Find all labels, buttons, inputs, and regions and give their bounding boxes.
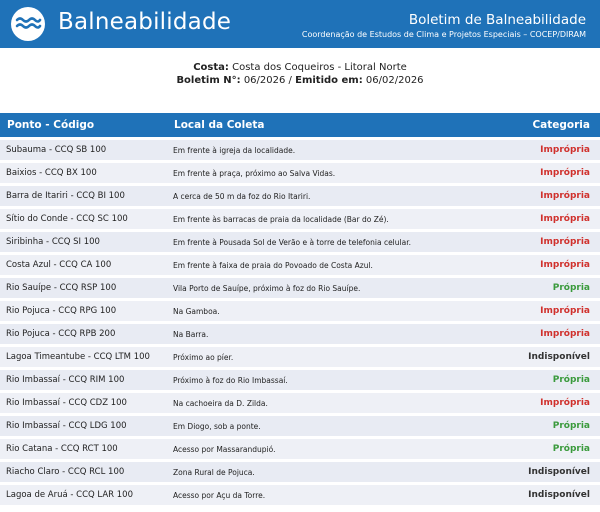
- cell-categoria: Indisponível: [473, 347, 600, 367]
- table-row: [0, 370, 600, 390]
- cell-ponto: Rio Imbassaí - CCQ LDG 100: [0, 416, 167, 436]
- cell-local: A cerca de 50 m da foz do Rio Itariri.: [167, 186, 473, 206]
- cell-local: Próximo ao píer.: [167, 347, 473, 367]
- column-header-local: Local da Coleta: [167, 113, 473, 137]
- cell-local: Em frente à Pousada Sol de Verão e à torre de telefonia celular.: [167, 232, 473, 252]
- cell-categoria: Própria: [473, 370, 600, 390]
- cell-local: Em frente à igreja da localidade.: [167, 140, 473, 160]
- costa-line: [0, 61, 600, 74]
- table-row: [0, 232, 600, 252]
- cell-ponto: Barra de Itariri - CCQ BI 100: [0, 186, 167, 206]
- cell-categoria: Própria: [473, 439, 600, 459]
- boletim-line: [0, 74, 600, 87]
- cell-categoria: Própria: [473, 278, 600, 298]
- cell-local: Em frente às barracas de praia da localidade (Bar do Zé).: [167, 209, 473, 229]
- cell-categoria: Indisponível: [473, 462, 600, 482]
- bulletin-meta: [0, 61, 600, 87]
- cell-ponto: Riacho Claro - CCQ RCL 100: [0, 462, 167, 482]
- cell-local: Zona Rural de Pojuca.: [167, 462, 473, 482]
- cell-ponto: Costa Azul - CCQ CA 100: [0, 255, 167, 275]
- cell-categoria: Imprópria: [473, 163, 600, 183]
- cell-ponto: Baixios - CCQ BX 100: [0, 163, 167, 183]
- costa-label: Costa:: [193, 62, 229, 73]
- balneabilidade-table: [0, 110, 600, 508]
- cell-local: Vila Porto de Sauípe, próximo à foz do Rio Sauípe.: [167, 278, 473, 298]
- cell-local: Na cachoeira da D. Zilda.: [167, 393, 473, 413]
- column-header-categoria: Categoria: [473, 113, 600, 137]
- cell-ponto: Sítio do Conde - CCQ SC 100: [0, 209, 167, 229]
- cell-ponto: Rio Pojuca - CCQ RPB 200: [0, 324, 167, 344]
- cell-ponto: Rio Imbassaí - CCQ CDZ 100: [0, 393, 167, 413]
- table-header-row: [0, 113, 600, 137]
- cell-local: Na Barra.: [167, 324, 473, 344]
- boletim-value: 06/2026: [243, 75, 286, 86]
- waves-logo-icon: [10, 6, 46, 42]
- table-row: [0, 393, 600, 413]
- cell-local: Acesso por Açu da Torre.: [167, 485, 473, 505]
- table-row: [0, 140, 600, 160]
- brand-name: Balneabilidade: [58, 9, 232, 35]
- cell-categoria: Imprópria: [473, 324, 600, 344]
- table-row: [0, 301, 600, 321]
- table-row: [0, 209, 600, 229]
- cell-local: Acesso por Massarandupió.: [167, 439, 473, 459]
- cell-local: Próximo à foz do Rio Imbassaí.: [167, 370, 473, 390]
- table-row: [0, 163, 600, 183]
- cell-categoria: Imprópria: [473, 232, 600, 252]
- cell-categoria: Própria: [473, 416, 600, 436]
- cell-categoria: Imprópria: [473, 393, 600, 413]
- cell-local: Em frente à praça, próximo ao Salva Vidas.: [167, 163, 473, 183]
- cell-ponto: Siribinha - CCQ SI 100: [0, 232, 167, 252]
- table-row: [0, 324, 600, 344]
- cell-categoria: Indisponível: [473, 485, 600, 505]
- header-info: [302, 12, 586, 41]
- site-header: [0, 0, 600, 48]
- table-row: [0, 485, 600, 505]
- cell-ponto: Subauma - CCQ SB 100: [0, 140, 167, 160]
- boletim-label: Boletim N°:: [176, 75, 241, 86]
- emitido-value: 06/02/2026: [365, 75, 424, 86]
- costa-value: Costa dos Coqueiros - Litoral Norte: [232, 62, 407, 73]
- cell-categoria: Imprópria: [473, 186, 600, 206]
- bulletin-title: Boletim de Balneabilidade: [408, 12, 586, 28]
- cell-local: Em Diogo, sob a ponte.: [167, 416, 473, 436]
- table-row: [0, 186, 600, 206]
- cell-ponto: Lagoa de Aruá - CCQ LAR 100: [0, 485, 167, 505]
- table-row: [0, 255, 600, 275]
- table-row: [0, 462, 600, 482]
- cell-local: Em frente à faixa de praia do Povoado de Costa Azul.: [167, 255, 473, 275]
- cell-ponto: Rio Imbassaí - CCQ RIM 100: [0, 370, 167, 390]
- table-row: [0, 439, 600, 459]
- cell-ponto: Rio Pojuca - CCQ RPG 100: [0, 301, 167, 321]
- column-header-ponto: Ponto - Código: [0, 113, 167, 137]
- cell-ponto: Rio Sauípe - CCQ RSP 100: [0, 278, 167, 298]
- cell-ponto: Rio Catana - CCQ RCT 100: [0, 439, 167, 459]
- cell-categoria: Imprópria: [473, 140, 600, 160]
- table-row: [0, 416, 600, 436]
- cell-categoria: Imprópria: [473, 209, 600, 229]
- table-row: [0, 278, 600, 298]
- cell-ponto: Lagoa Timeantube - CCQ LTM 100: [0, 347, 167, 367]
- cell-categoria: Imprópria: [473, 301, 600, 321]
- cell-local: Na Gamboa.: [167, 301, 473, 321]
- cell-categoria: Imprópria: [473, 255, 600, 275]
- bulletin-subtitle: Coordenação de Estudos de Clima e Projetos Especiais – COCEP/DIRAM: [301, 30, 586, 39]
- meta-separator: /: [288, 75, 292, 86]
- emitido-label: Emitido em:: [295, 75, 363, 86]
- table-row: [0, 347, 600, 367]
